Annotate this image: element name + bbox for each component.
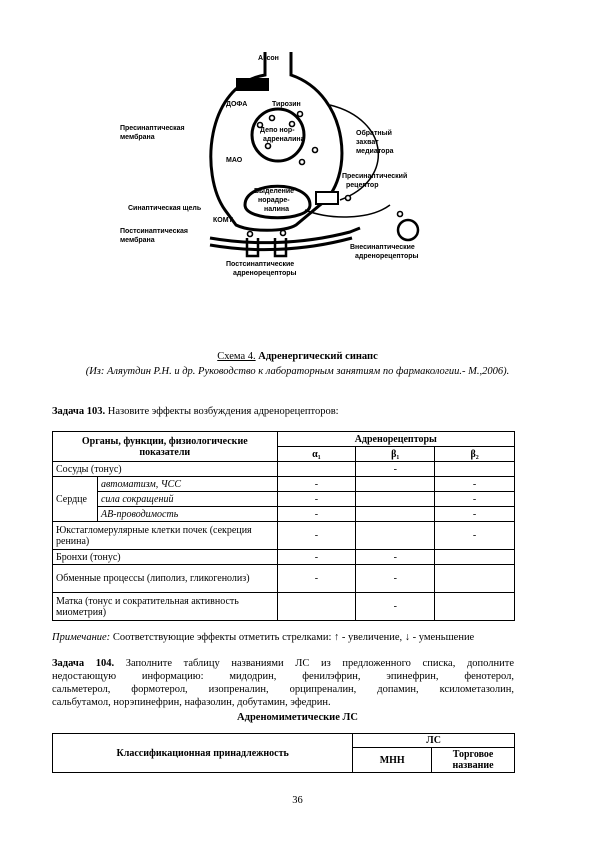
label-comt: КОМТ <box>213 217 233 224</box>
cell-beta1[interactable] <box>356 492 435 507</box>
task-104-line4: сальбутамол, норэпинефрин, нафазолин, добутамин, эфедрин. <box>52 697 331 708</box>
label-synaptic-cleft: Синаптическая щель <box>128 205 202 212</box>
adrenomimetics-table <box>52 733 515 773</box>
header-receptors: Адренорецепторы <box>277 432 514 447</box>
cell-alpha1[interactable]: - <box>277 522 356 550</box>
cell-beta1[interactable] <box>356 507 435 522</box>
label-dopa: ДОФА <box>226 101 248 108</box>
adrenergic-synapse-diagram <box>0 0 595 345</box>
label-extrasynaptic-2: адренорецепторы <box>355 253 419 260</box>
row-sublabel: автоматизм, ЧСС <box>97 477 277 492</box>
label-postsynaptic-membrane-1: Постсинаптическая <box>120 228 188 235</box>
table-row <box>53 593 515 621</box>
cell-alpha1[interactable]: - <box>277 507 356 522</box>
cell-alpha1[interactable]: - <box>277 565 356 593</box>
label-depot-1: Депо нор- <box>260 127 295 134</box>
row-label: Сосуды (тонус) <box>53 462 278 477</box>
label-postsynaptic-membrane-2: мембрана <box>120 237 155 244</box>
cell-beta2[interactable]: - <box>435 477 515 492</box>
table2-title: Адреномиметические ЛС <box>237 712 358 723</box>
label-postsynaptic-receptors-1: Постсинаптические <box>226 261 295 268</box>
label-reuptake-3: медиатора <box>356 148 394 155</box>
label-presynaptic-membrane-2: мембрана <box>120 134 155 141</box>
table-row <box>53 522 515 550</box>
cell-beta1[interactable] <box>356 477 435 492</box>
label-mao: МАО <box>226 157 243 164</box>
task-104-label: Задача 104. <box>52 658 115 669</box>
cell-beta1[interactable] <box>356 522 435 550</box>
label-release-3: налина <box>264 206 289 213</box>
cell-alpha1[interactable]: - <box>277 550 356 565</box>
row-sublabel: сила сокращений <box>97 492 277 507</box>
label-release-2: норадре- <box>258 197 290 204</box>
caption-source: (Из: Аляутдин Р.Н. и др. Руководство к лабораторным занятиям по фармакологии.- М.,2006). <box>85 366 510 377</box>
header-classification: Классификационная принадлежность <box>53 734 353 773</box>
cell-beta1[interactable]: - <box>356 550 435 565</box>
cell-beta1[interactable]: - <box>356 565 435 593</box>
cell-beta2[interactable] <box>435 593 515 621</box>
label-depot-2: адреналина <box>263 136 305 143</box>
label-tyrosine: Тирозин <box>272 101 301 108</box>
task-104-line1: Заполните таблицу названиями ЛС из предложенного списка, дополните <box>125 658 514 669</box>
note-label: Примечание: <box>52 632 111 643</box>
caption-title: Адренергический синапс <box>258 351 378 362</box>
row-label: Бронхи (тонус) <box>53 550 278 565</box>
cell-beta2[interactable] <box>435 550 515 565</box>
label-presynaptic-receptor-1: Пресинаптический <box>342 173 408 180</box>
header-trade: Торговое название <box>432 748 515 773</box>
task-104 <box>52 657 514 709</box>
cell-beta2[interactable] <box>435 565 515 593</box>
caption-prefix: Схема 4. <box>217 351 256 362</box>
task-103-text: Назовите эффекты возбуждения адренорецепторов: <box>107 406 339 417</box>
label-presynaptic-membrane-1: Пресинаптическая <box>120 125 185 132</box>
table-row <box>53 477 515 492</box>
row-label: Матка (тонус и сократительная активность миометрия) <box>53 593 278 621</box>
note-text: Соответствующие эффекты отметить стрелками: ↑ - увеличение, ↓ - уменьшение <box>112 632 475 643</box>
table-row <box>53 550 515 565</box>
page-number: 36 <box>292 795 303 806</box>
header-beta2: β₂ <box>435 447 515 462</box>
label-postsynaptic-receptors-2: адренорецепторы <box>233 270 297 277</box>
cell-alpha1[interactable] <box>277 593 356 621</box>
label-extrasynaptic-1: Внесинаптические <box>350 244 415 251</box>
row-label: Обменные процессы (липолиз, гликогенолиз) <box>53 565 278 593</box>
label-release-1: Выделение <box>254 188 295 195</box>
task-104-line2: недостающую информацию: мидодрин, фенилэфрин, эпинефрин, фенотерол, <box>52 671 514 682</box>
row-label: Юкстагломерулярные клетки почек (секреция ренина) <box>53 522 278 550</box>
cell-alpha1[interactable]: - <box>277 492 356 507</box>
table-header-row <box>53 432 515 447</box>
task-103 <box>52 405 514 418</box>
receptor-effects-table <box>52 431 515 621</box>
row-label-heart: Сердце <box>53 477 98 522</box>
row-sublabel: АВ-проводимость <box>97 507 277 522</box>
figure-caption <box>0 351 595 362</box>
cell-alpha1[interactable]: - <box>277 477 356 492</box>
cell-beta2[interactable]: - <box>435 492 515 507</box>
task-104-line3: сальметерол, формотерол, изопреналин, орципреналин, допамин, ксилометазолин, <box>52 684 514 695</box>
header-organs: Органы, функции, физиологические показатели <box>53 432 278 462</box>
cell-beta1[interactable]: - <box>356 593 435 621</box>
cell-beta2[interactable]: - <box>435 507 515 522</box>
table-row <box>53 462 515 477</box>
header-alpha1: α₁ <box>277 447 356 462</box>
cell-beta1[interactable]: - <box>356 462 435 477</box>
note <box>52 631 514 644</box>
label-reuptake-2: захват <box>356 139 379 146</box>
header-mnn: МНН <box>353 748 432 773</box>
table-row <box>53 507 515 522</box>
label-reuptake-1: Обратный <box>356 130 392 137</box>
label-axon: Аксон <box>258 55 279 62</box>
table-row <box>53 492 515 507</box>
cell-alpha1[interactable] <box>277 462 356 477</box>
cell-beta2[interactable]: - <box>435 522 515 550</box>
cell-beta2[interactable] <box>435 462 515 477</box>
label-presynaptic-receptor-2: рецептор <box>346 182 379 189</box>
task-103-label: Задача 103. <box>52 406 106 417</box>
table-row <box>53 565 515 593</box>
header-beta1: β₁ <box>356 447 435 462</box>
header-ls: ЛС <box>353 734 515 748</box>
